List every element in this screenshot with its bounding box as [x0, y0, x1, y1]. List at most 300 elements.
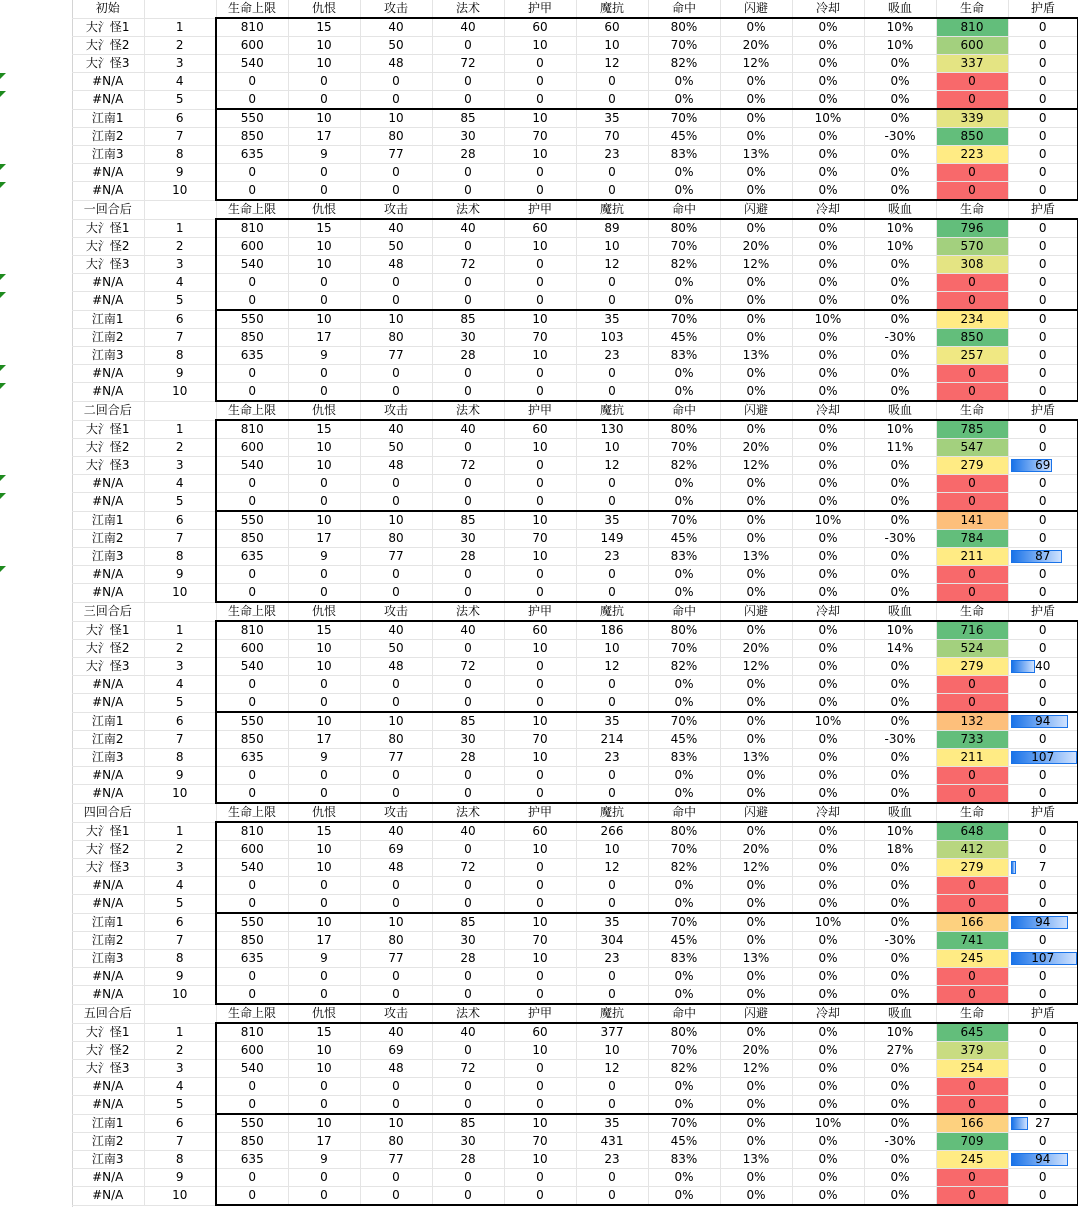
- stat-cell[interactable]: 850: [216, 932, 288, 950]
- stat-cell[interactable]: 35: [576, 109, 648, 128]
- stat-cell[interactable]: 70: [504, 932, 576, 950]
- hp-cell[interactable]: 339: [936, 109, 1008, 128]
- stat-cell[interactable]: 0: [216, 694, 288, 713]
- unit-name-cell[interactable]: [72, 1060, 144, 1078]
- stat-cell[interactable]: 72: [432, 1060, 504, 1078]
- stat-cell[interactable]: 48: [360, 256, 432, 274]
- stat-cell[interactable]: 0%: [864, 986, 936, 1005]
- column-header[interactable]: 仇恨: [288, 401, 360, 420]
- stat-cell[interactable]: 0%: [792, 238, 864, 256]
- stat-cell[interactable]: 0: [504, 274, 576, 292]
- stat-cell[interactable]: 30: [432, 1133, 504, 1151]
- shield-cell[interactable]: [1008, 1096, 1078, 1115]
- stat-cell[interactable]: 40: [432, 420, 504, 439]
- stat-cell[interactable]: 0%: [864, 1096, 936, 1115]
- stat-cell[interactable]: 15: [288, 18, 360, 37]
- hp-cell[interactable]: 0: [936, 1096, 1008, 1115]
- stat-cell[interactable]: 80%: [648, 621, 720, 640]
- stat-cell[interactable]: 0%: [720, 274, 792, 292]
- stat-cell[interactable]: 0: [288, 986, 360, 1005]
- stat-cell[interactable]: 17: [288, 329, 360, 347]
- column-header[interactable]: 吸血: [864, 1004, 936, 1023]
- stat-cell[interactable]: 0: [216, 785, 288, 804]
- unit-index-cell[interactable]: 9: [144, 566, 216, 584]
- hp-cell[interactable]: 0: [936, 182, 1008, 201]
- stat-cell[interactable]: 10: [504, 712, 576, 731]
- stat-cell[interactable]: 77: [360, 749, 432, 767]
- stat-cell[interactable]: 810: [216, 822, 288, 841]
- stat-cell[interactable]: 0%: [720, 219, 792, 238]
- stat-cell[interactable]: 9: [288, 347, 360, 365]
- column-header[interactable]: 魔抗: [576, 200, 648, 219]
- stat-cell[interactable]: 810: [216, 219, 288, 238]
- stat-cell[interactable]: 0%: [792, 841, 864, 859]
- unit-index-cell[interactable]: 4: [144, 274, 216, 292]
- hp-cell[interactable]: 645: [936, 1023, 1008, 1042]
- stat-cell[interactable]: 0: [360, 292, 432, 311]
- stat-cell[interactable]: 0%: [648, 91, 720, 110]
- unit-name-cell[interactable]: [72, 91, 144, 110]
- stat-cell[interactable]: 0: [360, 1187, 432, 1206]
- stat-cell[interactable]: 10: [288, 913, 360, 932]
- unit-name-cell[interactable]: [72, 621, 144, 640]
- stat-cell[interactable]: 82%: [648, 859, 720, 877]
- stat-cell[interactable]: 10: [360, 310, 432, 329]
- column-header[interactable]: 吸血: [864, 803, 936, 822]
- stat-cell[interactable]: 0: [360, 164, 432, 182]
- stat-cell[interactable]: -30%: [864, 731, 936, 749]
- stat-cell[interactable]: 13%: [720, 146, 792, 164]
- column-header[interactable]: 冷却: [792, 1004, 864, 1023]
- stat-cell[interactable]: 0: [432, 584, 504, 603]
- shield-cell[interactable]: [1008, 785, 1078, 804]
- shield-cell[interactable]: [1008, 932, 1078, 950]
- stat-cell[interactable]: 20%: [720, 841, 792, 859]
- stat-cell[interactable]: 48: [360, 55, 432, 73]
- unit-index-cell[interactable]: 9: [144, 1169, 216, 1187]
- stat-cell[interactable]: 0%: [720, 383, 792, 402]
- hp-cell[interactable]: 0: [936, 986, 1008, 1005]
- stat-cell[interactable]: 10: [504, 37, 576, 55]
- stat-cell[interactable]: 17: [288, 932, 360, 950]
- stat-cell[interactable]: 0%: [648, 877, 720, 895]
- unit-index-cell[interactable]: 1: [144, 822, 216, 841]
- stat-cell[interactable]: 0: [360, 785, 432, 804]
- column-header[interactable]: 护甲: [504, 803, 576, 822]
- stat-cell[interactable]: 0%: [864, 749, 936, 767]
- stat-cell[interactable]: 0%: [720, 932, 792, 950]
- stat-cell[interactable]: 0: [360, 767, 432, 785]
- stat-cell[interactable]: 0: [432, 676, 504, 694]
- stat-cell[interactable]: 0: [432, 37, 504, 55]
- stat-cell[interactable]: 0%: [648, 164, 720, 182]
- unit-name-cell[interactable]: [72, 37, 144, 55]
- unit-index-cell[interactable]: 8: [144, 548, 216, 566]
- stat-cell[interactable]: 20%: [720, 238, 792, 256]
- stat-cell[interactable]: 635: [216, 146, 288, 164]
- hp-cell[interactable]: 245: [936, 1151, 1008, 1169]
- unit-index-cell[interactable]: 2: [144, 1042, 216, 1060]
- unit-index-cell[interactable]: 6: [144, 712, 216, 731]
- stat-cell[interactable]: 0: [432, 439, 504, 457]
- stat-cell[interactable]: 10%: [864, 18, 936, 37]
- stat-cell[interactable]: 0%: [648, 274, 720, 292]
- stat-cell[interactable]: 10: [288, 1114, 360, 1133]
- stat-cell[interactable]: 0%: [792, 37, 864, 55]
- column-header[interactable]: 生命上限: [216, 401, 288, 420]
- stat-cell[interactable]: 77: [360, 1151, 432, 1169]
- stat-cell[interactable]: 0%: [792, 219, 864, 238]
- stat-cell[interactable]: 0: [576, 895, 648, 914]
- unit-index-cell[interactable]: 9: [144, 365, 216, 383]
- stat-cell[interactable]: 0: [432, 1096, 504, 1115]
- stat-cell[interactable]: 0: [216, 767, 288, 785]
- stat-cell[interactable]: 23: [576, 146, 648, 164]
- stat-cell[interactable]: 0: [432, 986, 504, 1005]
- stat-cell[interactable]: 69: [360, 841, 432, 859]
- stat-cell[interactable]: 23: [576, 749, 648, 767]
- stat-cell[interactable]: 70%: [648, 712, 720, 731]
- stat-cell[interactable]: 10%: [864, 219, 936, 238]
- stat-cell[interactable]: 0%: [648, 785, 720, 804]
- stat-cell[interactable]: 0%: [648, 475, 720, 493]
- stat-cell[interactable]: 10: [360, 913, 432, 932]
- stat-cell[interactable]: 10%: [792, 913, 864, 932]
- unit-index-cell[interactable]: 7: [144, 530, 216, 548]
- stat-cell[interactable]: 0%: [720, 1078, 792, 1096]
- stat-cell[interactable]: 0%: [720, 91, 792, 110]
- stat-cell[interactable]: 186: [576, 621, 648, 640]
- stat-cell[interactable]: 0: [216, 493, 288, 512]
- stat-cell[interactable]: 0: [432, 164, 504, 182]
- column-header[interactable]: 命中: [648, 0, 720, 18]
- shield-cell[interactable]: [1008, 274, 1078, 292]
- column-header[interactable]: 生命: [936, 602, 1008, 621]
- hp-cell[interactable]: 741: [936, 932, 1008, 950]
- stat-cell[interactable]: 0: [360, 1169, 432, 1187]
- stat-cell[interactable]: 85: [432, 310, 504, 329]
- shield-cell[interactable]: [1008, 950, 1078, 968]
- unit-name-cell[interactable]: [72, 785, 144, 804]
- stat-cell[interactable]: 0: [288, 694, 360, 713]
- stat-cell[interactable]: 0%: [864, 767, 936, 785]
- stat-cell[interactable]: 0%: [792, 584, 864, 603]
- stat-cell[interactable]: 0: [216, 566, 288, 584]
- unit-index-cell[interactable]: 7: [144, 329, 216, 347]
- stat-cell[interactable]: 0%: [720, 676, 792, 694]
- stat-cell[interactable]: 0%: [720, 530, 792, 548]
- shield-cell[interactable]: [1008, 128, 1078, 146]
- stat-cell[interactable]: 0%: [864, 274, 936, 292]
- stat-cell[interactable]: 0: [504, 1096, 576, 1115]
- column-header[interactable]: 命中: [648, 1004, 720, 1023]
- column-header[interactable]: 闪避: [720, 1004, 792, 1023]
- stat-cell[interactable]: 0%: [720, 1133, 792, 1151]
- stat-cell[interactable]: 0%: [648, 1169, 720, 1187]
- stat-cell[interactable]: 9: [288, 548, 360, 566]
- stat-cell[interactable]: 0: [504, 968, 576, 986]
- stat-cell[interactable]: 0: [504, 895, 576, 914]
- shield-cell[interactable]: [1008, 1060, 1078, 1078]
- stat-cell[interactable]: 0%: [792, 986, 864, 1005]
- unit-index-cell[interactable]: 6: [144, 913, 216, 932]
- stat-cell[interactable]: 45%: [648, 329, 720, 347]
- hp-cell[interactable]: 211: [936, 548, 1008, 566]
- stat-cell[interactable]: 70: [504, 329, 576, 347]
- shield-cell[interactable]: [1008, 365, 1078, 383]
- unit-name-cell[interactable]: [72, 182, 144, 201]
- column-header[interactable]: 仇恨: [288, 803, 360, 822]
- unit-index-cell[interactable]: 7: [144, 731, 216, 749]
- stat-cell[interactable]: 0: [288, 164, 360, 182]
- stat-cell[interactable]: 10: [504, 238, 576, 256]
- shield-cell[interactable]: [1008, 895, 1078, 914]
- hp-cell[interactable]: 257: [936, 347, 1008, 365]
- stat-cell[interactable]: 18%: [864, 841, 936, 859]
- unit-index-cell[interactable]: 5: [144, 1096, 216, 1115]
- stat-cell[interactable]: 0: [360, 383, 432, 402]
- stat-cell[interactable]: 0%: [864, 383, 936, 402]
- stat-cell[interactable]: 0: [360, 182, 432, 201]
- column-header[interactable]: 攻击: [360, 200, 432, 219]
- stat-cell[interactable]: 0%: [792, 877, 864, 895]
- unit-name-cell[interactable]: [72, 749, 144, 767]
- unit-name-cell[interactable]: [72, 256, 144, 274]
- stat-cell[interactable]: 0: [216, 968, 288, 986]
- stat-cell[interactable]: 10: [504, 109, 576, 128]
- stat-cell[interactable]: 600: [216, 841, 288, 859]
- stat-cell[interactable]: 80%: [648, 1023, 720, 1042]
- hp-cell[interactable]: 132: [936, 712, 1008, 731]
- stat-cell[interactable]: 12: [576, 256, 648, 274]
- stat-cell[interactable]: 0%: [792, 365, 864, 383]
- stat-cell[interactable]: 85: [432, 109, 504, 128]
- column-header[interactable]: 闪避: [720, 200, 792, 219]
- column-header[interactable]: 闪避: [720, 401, 792, 420]
- unit-name-cell[interactable]: [72, 877, 144, 895]
- column-header[interactable]: 命中: [648, 200, 720, 219]
- stat-cell[interactable]: -30%: [864, 932, 936, 950]
- shield-cell[interactable]: [1008, 238, 1078, 256]
- stat-cell[interactable]: 0%: [792, 457, 864, 475]
- stat-cell[interactable]: 85: [432, 1114, 504, 1133]
- cell-blank[interactable]: [144, 803, 216, 822]
- stat-cell[interactable]: 0%: [720, 109, 792, 128]
- stat-cell[interactable]: 82%: [648, 457, 720, 475]
- stat-cell[interactable]: 0: [216, 365, 288, 383]
- stat-cell[interactable]: 0%: [720, 712, 792, 731]
- column-header[interactable]: 护盾: [1008, 401, 1078, 420]
- stat-cell[interactable]: 0: [504, 182, 576, 201]
- stat-cell[interactable]: 377: [576, 1023, 648, 1042]
- stat-cell[interactable]: 0%: [720, 731, 792, 749]
- stat-cell[interactable]: 10: [576, 37, 648, 55]
- column-header[interactable]: 吸血: [864, 0, 936, 18]
- unit-index-cell[interactable]: 3: [144, 1060, 216, 1078]
- stat-cell[interactable]: 0%: [792, 347, 864, 365]
- unit-index-cell[interactable]: 4: [144, 877, 216, 895]
- unit-name-cell[interactable]: [72, 694, 144, 713]
- stat-cell[interactable]: 70%: [648, 310, 720, 329]
- stat-cell[interactable]: 0%: [864, 493, 936, 512]
- hp-cell[interactable]: 524: [936, 640, 1008, 658]
- unit-index-cell[interactable]: 5: [144, 493, 216, 512]
- stat-cell[interactable]: 9: [288, 1151, 360, 1169]
- unit-index-cell[interactable]: 8: [144, 146, 216, 164]
- shield-cell[interactable]: [1008, 1169, 1078, 1187]
- unit-index-cell[interactable]: 8: [144, 749, 216, 767]
- stat-cell[interactable]: 28: [432, 749, 504, 767]
- stat-cell[interactable]: 0%: [792, 767, 864, 785]
- stat-cell[interactable]: 0%: [720, 128, 792, 146]
- stat-cell[interactable]: 0: [432, 767, 504, 785]
- stat-cell[interactable]: 45%: [648, 932, 720, 950]
- unit-name-cell[interactable]: [72, 712, 144, 731]
- stat-cell[interactable]: 0%: [792, 530, 864, 548]
- stat-cell[interactable]: 0%: [864, 73, 936, 91]
- column-header[interactable]: 命中: [648, 803, 720, 822]
- stat-cell[interactable]: 72: [432, 457, 504, 475]
- unit-index-cell[interactable]: 10: [144, 986, 216, 1005]
- stat-cell[interactable]: 0%: [648, 1187, 720, 1206]
- stat-cell[interactable]: 17: [288, 731, 360, 749]
- stat-cell[interactable]: 0: [504, 658, 576, 676]
- unit-index-cell[interactable]: 10: [144, 383, 216, 402]
- stat-cell[interactable]: 0%: [792, 640, 864, 658]
- stat-cell[interactable]: 0%: [864, 475, 936, 493]
- stat-cell[interactable]: 0: [576, 785, 648, 804]
- stat-cell[interactable]: 0: [288, 1169, 360, 1187]
- shield-cell[interactable]: [1008, 1042, 1078, 1060]
- stat-cell[interactable]: 540: [216, 658, 288, 676]
- stat-cell[interactable]: 850: [216, 731, 288, 749]
- stat-cell[interactable]: 10: [576, 841, 648, 859]
- stat-cell[interactable]: 0: [432, 182, 504, 201]
- hp-cell[interactable]: 0: [936, 767, 1008, 785]
- stat-cell[interactable]: 60: [504, 420, 576, 439]
- stat-cell[interactable]: 0: [360, 584, 432, 603]
- column-header[interactable]: 仇恨: [288, 1004, 360, 1023]
- hp-cell[interactable]: 0: [936, 91, 1008, 110]
- stat-cell[interactable]: 0: [432, 895, 504, 914]
- unit-name-cell[interactable]: [72, 146, 144, 164]
- stat-cell[interactable]: 0%: [864, 859, 936, 877]
- stat-cell[interactable]: 0%: [864, 950, 936, 968]
- stat-cell[interactable]: 48: [360, 658, 432, 676]
- stat-cell[interactable]: 48: [360, 457, 432, 475]
- column-header[interactable]: 仇恨: [288, 0, 360, 18]
- stat-cell[interactable]: 0: [432, 1078, 504, 1096]
- unit-index-cell[interactable]: 1: [144, 420, 216, 439]
- stat-cell[interactable]: 0: [432, 91, 504, 110]
- shield-cell[interactable]: [1008, 73, 1078, 91]
- hp-cell[interactable]: 547: [936, 439, 1008, 457]
- unit-name-cell[interactable]: [72, 932, 144, 950]
- unit-index-cell[interactable]: 4: [144, 73, 216, 91]
- shield-cell[interactable]: [1008, 37, 1078, 55]
- stat-cell[interactable]: 85: [432, 511, 504, 530]
- section-title[interactable]: 一回合后: [72, 200, 144, 219]
- stat-cell[interactable]: 0%: [720, 73, 792, 91]
- stat-cell[interactable]: 0%: [720, 877, 792, 895]
- stat-cell[interactable]: 540: [216, 256, 288, 274]
- stat-cell[interactable]: 0%: [792, 383, 864, 402]
- stat-cell[interactable]: 0%: [720, 1187, 792, 1206]
- stat-cell[interactable]: 0%: [864, 109, 936, 128]
- stat-cell[interactable]: 0: [360, 676, 432, 694]
- stat-cell[interactable]: 40: [432, 18, 504, 37]
- unit-index-cell[interactable]: 8: [144, 1151, 216, 1169]
- stat-cell[interactable]: 0%: [648, 968, 720, 986]
- stat-cell[interactable]: 70%: [648, 238, 720, 256]
- unit-name-cell[interactable]: [72, 439, 144, 457]
- unit-name-cell[interactable]: [72, 310, 144, 329]
- stat-cell[interactable]: 9: [288, 749, 360, 767]
- cell-blank[interactable]: [144, 200, 216, 219]
- stat-cell[interactable]: 85: [432, 712, 504, 731]
- shield-cell[interactable]: [1008, 109, 1078, 128]
- shield-cell[interactable]: [1008, 420, 1078, 439]
- stat-cell[interactable]: 0%: [792, 621, 864, 640]
- stat-cell[interactable]: 0: [216, 1096, 288, 1115]
- stat-cell[interactable]: 10: [576, 439, 648, 457]
- unit-name-cell[interactable]: [72, 841, 144, 859]
- stat-cell[interactable]: 0: [288, 182, 360, 201]
- stat-cell[interactable]: 28: [432, 950, 504, 968]
- stat-cell[interactable]: 0: [576, 968, 648, 986]
- stat-cell[interactable]: 50: [360, 37, 432, 55]
- hp-cell[interactable]: 0: [936, 785, 1008, 804]
- stat-cell[interactable]: 0%: [648, 986, 720, 1005]
- stat-cell[interactable]: 0: [216, 584, 288, 603]
- stat-cell[interactable]: 80: [360, 530, 432, 548]
- shield-cell[interactable]: [1008, 731, 1078, 749]
- stat-cell[interactable]: 10: [576, 640, 648, 658]
- stat-cell[interactable]: 10: [504, 347, 576, 365]
- unit-name-cell[interactable]: [72, 365, 144, 383]
- stat-cell[interactable]: 48: [360, 1060, 432, 1078]
- shield-cell[interactable]: [1008, 383, 1078, 402]
- column-header[interactable]: 攻击: [360, 602, 432, 621]
- stat-cell[interactable]: 89: [576, 219, 648, 238]
- shield-cell[interactable]: [1008, 877, 1078, 895]
- unit-name-cell[interactable]: [72, 584, 144, 603]
- unit-name-cell[interactable]: [72, 731, 144, 749]
- stat-cell[interactable]: 70%: [648, 109, 720, 128]
- stat-cell[interactable]: 0%: [720, 365, 792, 383]
- stat-cell[interactable]: 0%: [792, 1187, 864, 1206]
- column-header[interactable]: 护甲: [504, 602, 576, 621]
- stat-cell[interactable]: 0: [432, 274, 504, 292]
- stat-cell[interactable]: 540: [216, 55, 288, 73]
- stat-cell[interactable]: 540: [216, 859, 288, 877]
- shield-cell[interactable]: [1008, 548, 1078, 566]
- unit-name-cell[interactable]: [72, 1169, 144, 1187]
- stat-cell[interactable]: 0: [576, 1169, 648, 1187]
- stat-cell[interactable]: 0: [432, 1169, 504, 1187]
- stat-cell[interactable]: 0%: [864, 182, 936, 201]
- column-header[interactable]: 法术: [432, 803, 504, 822]
- stat-cell[interactable]: 9: [288, 146, 360, 164]
- stat-cell[interactable]: 0%: [792, 475, 864, 493]
- unit-index-cell[interactable]: 6: [144, 109, 216, 128]
- unit-index-cell[interactable]: 5: [144, 895, 216, 914]
- stat-cell[interactable]: 20%: [720, 37, 792, 55]
- stat-cell[interactable]: 0: [576, 584, 648, 603]
- stat-cell[interactable]: 0: [504, 986, 576, 1005]
- stat-cell[interactable]: 77: [360, 548, 432, 566]
- stat-cell[interactable]: 10: [360, 1114, 432, 1133]
